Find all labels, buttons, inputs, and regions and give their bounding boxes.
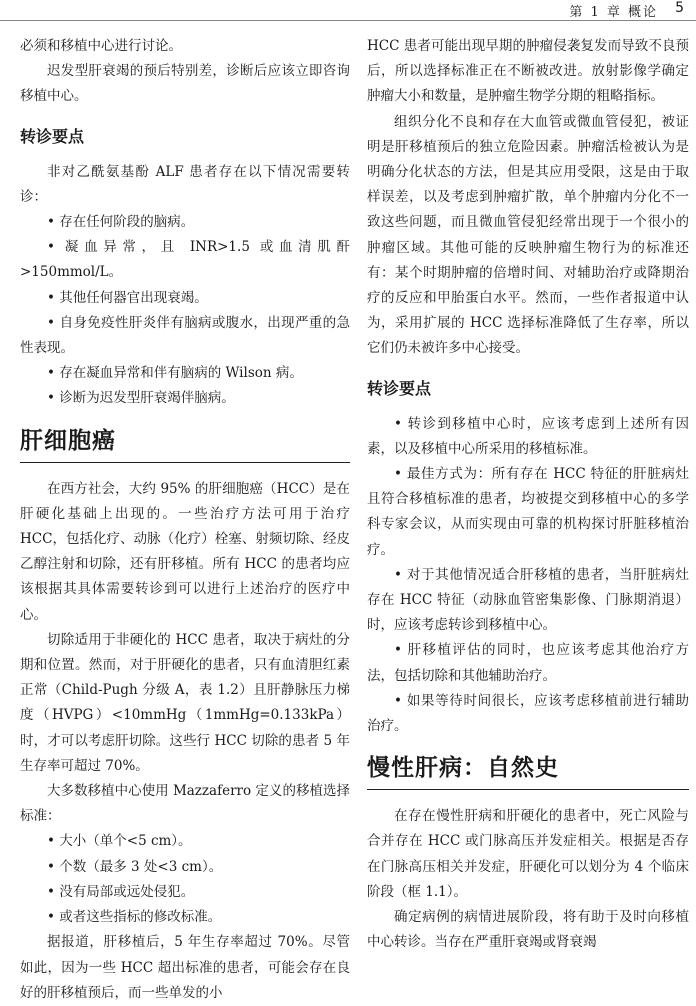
chapter-title: 第 1 章 概论 <box>569 5 658 20</box>
left-column <box>20 34 350 1006</box>
chapter-section-title-hcc: 肝细胞癌 <box>20 426 350 463</box>
page-number: 5 <box>675 0 684 16</box>
list-item: • 如果等待时间很长，应该考虑移植前进行辅助治疗。 <box>367 692 689 735</box>
list-item: • 其他任何器官出现衰竭。 <box>47 289 208 306</box>
paragraph: 在存在慢性肝病和肝硬化的患者中，死亡风险与合并存在 HCC 或门脉高压并发症相关。根据是否存在门脉高压相关并发症，肝硬化可以划分为 4 个临床阶段（框 1.1）。 <box>367 808 689 900</box>
section-heading-referral: 转诊要点 <box>367 378 432 398</box>
paragraph: 大多数移植中心使用 Mazzaferro 定义的移植选择标准： <box>20 783 350 825</box>
list-item: • 最佳方式为：所有存在 HCC 特征的肝脏病灶且符合移植标准的患者，均被提交到移植中心的多学科专家会议，从而实现由可靠的机构探讨肝脏移植治疗。 <box>367 466 689 558</box>
section-heading-referral: 转诊要点 <box>20 126 85 146</box>
list-item: • 或者这些指标的修改标准。 <box>47 909 222 926</box>
list-item: • 肝移植评估的同时，也应该考虑其他治疗方法，包括切除和其他辅助治疗。 <box>367 642 689 684</box>
list-item: • 对于其他情况适合肝移植的患者，当肝脏病灶存在 HCC 特征（动脉血管密集影像、门脉期消退）时，应该考虑转诊到移植中心。 <box>367 566 689 634</box>
paragraph: 切除适用于非硬化的 HCC 患者，取决于病灶的分期和位置。然而，对于肝硬化的患者，只有血清胆红素正常（Child-Pugh 分级 A，表 1.2）且肝静脉压力梯度（HVPG）<10mmHg（1mmHg=0.133kPa）时，才可以考虑肝切除。这些行 HCC 切除的患者 5 年生存率可超过 70%。 <box>20 631 350 774</box>
right-column <box>367 34 689 956</box>
paragraph: 组织分化不良和存在大血管或微血管侵犯，被证明是肝移植预后的独立危险因素。肿瘤活检被认为是明确分化状态的方法，但是其应用受限，这是由于取样误差，以及考虑到肿瘤扩散，单个肿瘤内分化不一致这些问题，而且微血管侵犯经常出现于一个很小的肿瘤区域。其他可能的反映肿瘤生物行为的标准还有：某个时期肿瘤的倍增时间、对辅助治疗或降期治疗的反应和甲胎蛋白水平。然而，一些作者报道中认为，采用扩展的 HCC 选择标准降低了生存率，所以它们仍未被许多中心接受。 <box>367 113 689 357</box>
paragraph: 在西方社会，大约 95% 的肝细胞癌（HCC）是在肝硬化基础上出现的。一些治疗方法可用于治疗 HCC，包括化疗、动脉（化疗）栓塞、射频切除、经皮乙醇注射和切除，还有肝移植。所有 HCC 的患者均应该根据其具体需要转诊到可以进行上述治疗的医疗中心。 <box>20 480 350 623</box>
list-item: • 存在任何阶段的脑病。 <box>47 214 195 231</box>
list-item: • 转诊到移植中心时，应该考虑到上述所有因素，以及移植中心所采用的移植标准。 <box>367 415 689 457</box>
chapter-section-title-natural-history: 慢性肝病：自然史 <box>367 753 689 790</box>
list-item: • 存在凝血异常和伴有脑病的 Wilson 病。 <box>47 365 303 382</box>
list-item: • 没有局部或远处侵犯。 <box>47 883 195 900</box>
list-item: • 个数（最多 3 处<3 cm）。 <box>47 858 223 875</box>
list-item: • 诊断为迟发型肝衰竭伴脑病。 <box>47 390 235 407</box>
paragraph: 据报道，肝移植后，5 年生存率超过 70%。尽管如此，因为一些 HCC 超出标准的患者，可能会存在良好的肝移植预后，而一些单发的小 <box>20 934 350 1001</box>
paragraph: 迟发型肝衰竭的预后特别差，诊断后应该立即咨询移植中心。 <box>20 63 350 105</box>
paragraph: 非对乙酰氨基酚 ALF 患者存在以下情况需要转诊： <box>20 163 350 205</box>
paragraph: 确定病例的病情进展阶段，将有助于及时向移植中心转诊。当存在严重肝衰竭或肾衰竭 <box>367 909 689 951</box>
paragraph: 必须和移植中心进行讨论。 <box>20 38 182 54</box>
running-header <box>0 0 696 21</box>
list-item: • 自身免疫性肝炎伴有脑病或腹水，出现严重的急性表现。 <box>20 314 350 357</box>
list-item: • 大小（单个<5 cm）。 <box>47 833 192 850</box>
list-item: • 凝血异常，且 INR>1.5 或血清肌酐>150mmol/L。 <box>20 239 350 281</box>
paragraph: HCC 患者可能出现早期的肿瘤侵袭复发而导致不良预后，所以选择标准正在不断被改进。放射影像学确定肿瘤大小和数量，是肿瘤生物学分期的粗略指标。 <box>367 38 689 105</box>
